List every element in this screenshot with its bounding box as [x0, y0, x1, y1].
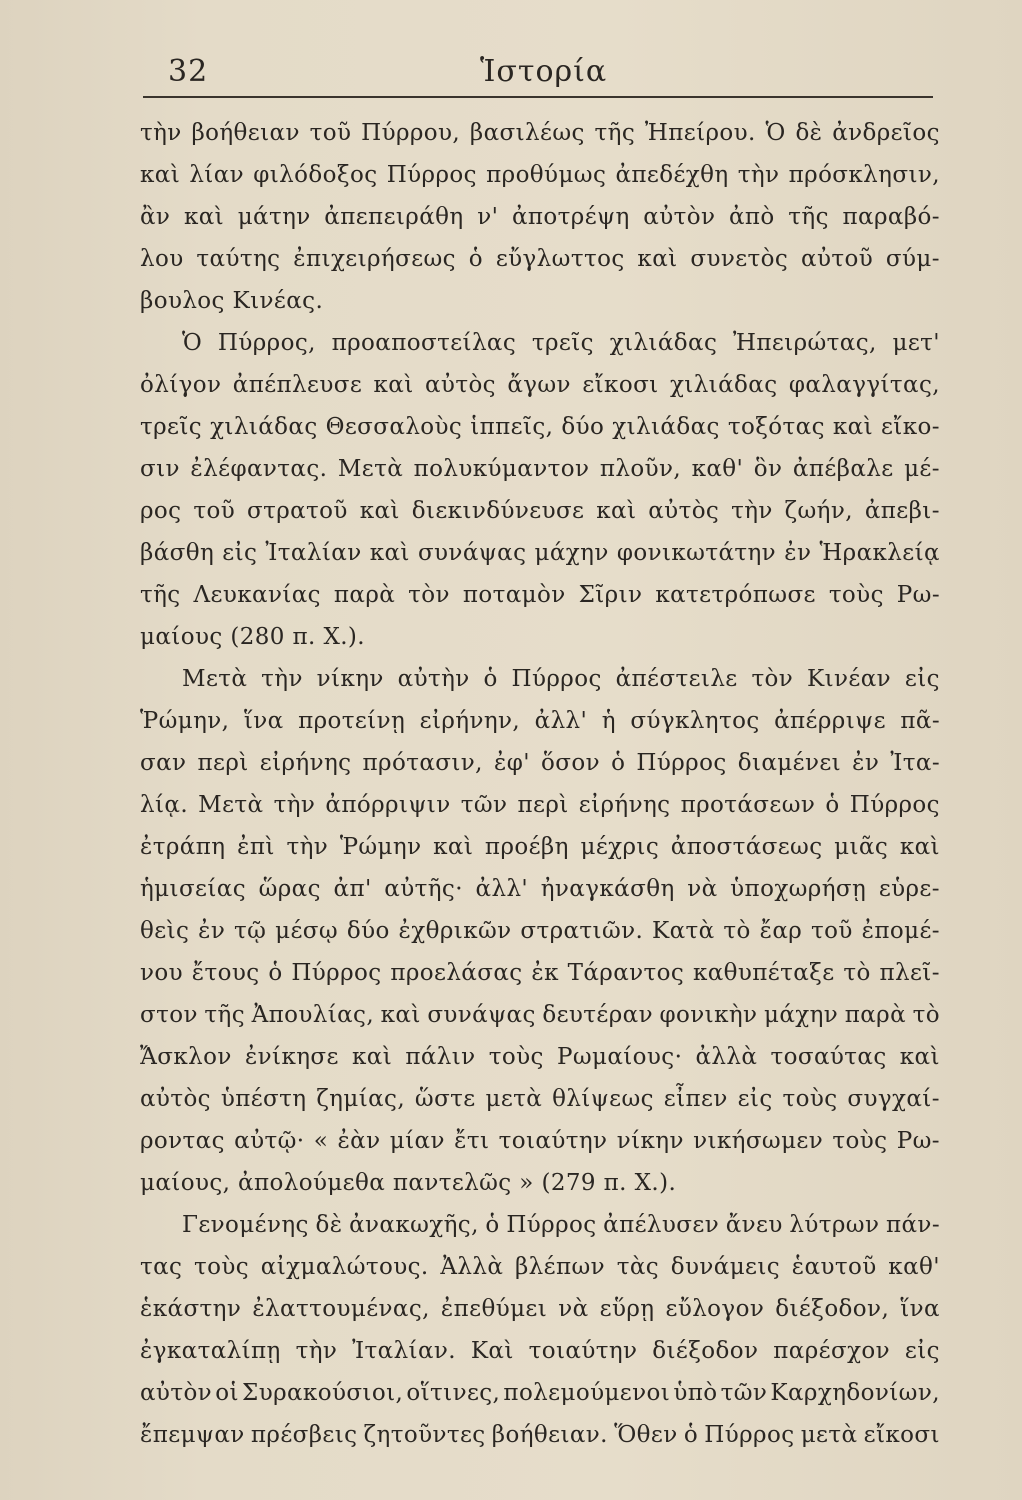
- text-line: λίᾳ. Μετὰ τὴν ἀπόρριψιν τῶν περὶ εἰρήνης προτάσεων ὁ Πύρρος: [140, 792, 940, 818]
- running-title: Ἱστορία: [480, 54, 608, 89]
- page-number: 32: [168, 54, 209, 89]
- text-line: στον τῆς Ἀπουλίας, καὶ συνάψας δευτέραν φονικὴν μάχην παρὰ τὸ: [140, 1002, 940, 1028]
- text-line: Ῥώμην, ἵνα προτείνῃ εἰρήνην, ἀλλ' ἡ σύγκλητος ἀπέρριψε πᾶ-: [140, 708, 940, 734]
- text-line: ἂν καὶ μάτην ἀπεπειράθη ν' ἀποτρέψη αὐτὸν ἀπὸ τῆς παραβό-: [140, 204, 940, 230]
- text-line: σαν περὶ εἰρήνης πρότασιν, ἐφ' ὅσον ὁ Πύρρος διαμένει ἐν Ἰτα-: [140, 750, 940, 776]
- text-line: τας τοὺς αἰχμαλώτους. Ἀλλὰ βλέπων τὰς δυνάμεις ἑαυτοῦ καθ': [140, 1254, 940, 1280]
- text-line: νου ἔτους ὁ Πύρρος προελάσας ἐκ Τάραντος καθυπέταξε τὸ πλεῖ-: [140, 960, 940, 986]
- text-line: ὀλίγον ἀπέπλευσε καὶ αὐτὸς ἄγων εἴκοσι χιλιάδας φαλαγγίτας,: [140, 372, 940, 398]
- text-line: λου ταύτης ἐπιχειρήσεως ὁ εὔγλωττος καὶ συνετὸς αὐτοῦ σύμ-: [140, 246, 940, 272]
- text-line: βουλος Κινέας.: [140, 288, 324, 314]
- text-line: τρεῖς χιλιάδας Θεσσαλοὺς ἱππεῖς, δύο χιλιάδας τοξότας καὶ εἴκο-: [140, 414, 940, 440]
- text-line: ροντας αὐτῷ· « ἐὰν μίαν ἔτι τοιαύτην νίκην νικήσωμεν τοὺς Ρω-: [140, 1128, 940, 1154]
- text-line: αὐτὸς ὑπέστη ζημίας, ὥστε μετὰ θλίψεως εἶπεν εἰς τοὺς συγχαί-: [140, 1086, 940, 1112]
- text-line: τὴν βοήθειαν τοῦ Πύρρου, βασιλέως τῆς Ἠπείρου. Ὁ δὲ ἀνδρεῖος: [140, 120, 940, 146]
- paragraph-start-line: Ὁ Πύρρος, προαποστείλας τρεῖς χιλιάδας Ἠπειρώτας, μετ': [182, 330, 940, 356]
- text-line: τῆς Λευκανίας παρὰ τὸν ποταμὸν Σῖριν κατετρόπωσε τοὺς Ρω-: [140, 582, 940, 608]
- text-line: αὐτὸν οἱ Συρακούσιοι, οἵτινες, πολεμούμενοι ὑπὸ τῶν Καρχηδονίων,: [140, 1380, 940, 1406]
- text-line: ἡμισείας ὥρας ἀπ' αὐτῆς· ἀλλ' ἠναγκάσθη νὰ ὑποχωρήσῃ εὑρε-: [140, 876, 940, 902]
- page-header: [140, 48, 932, 96]
- text-line: μαίους (280 π. Χ.).: [140, 624, 366, 650]
- text-line: σιν ἐλέφαντας. Μετὰ πολυκύμαντον πλοῦν, καθ' ὃν ἀπέβαλε μέ-: [140, 456, 940, 482]
- text-line: ρος τοῦ στρατοῦ καὶ διεκινδύνευσε καὶ αὐτὸς τὴν ζωήν, ἀπεβι-: [140, 498, 940, 524]
- text-line: ἐτράπη ἐπὶ τὴν Ῥώμην καὶ προέβη μέχρις ἀποστάσεως μιᾶς καὶ: [140, 834, 940, 860]
- text-line: ἔπεμψαν πρέσβεις ζητοῦντες βοήθειαν. Ὅθεν ὁ Πύρρος μετὰ εἴκοσι: [140, 1422, 940, 1448]
- text-line: θεὶς ἐν τῷ μέσῳ δύο ἐχθρικῶν στρατιῶν. Κατὰ τὸ ἔαρ τοῦ ἐπομέ-: [140, 918, 940, 944]
- text-line: Ἄσκλον ἐνίκησε καὶ πάλιν τοὺς Ρωμαίους· ἀλλὰ τοσαύτας καὶ: [140, 1044, 940, 1070]
- paragraph-start-line: Γενομένης δὲ ἀνακωχῆς, ὁ Πύρρος ἀπέλυσεν ἄνευ λύτρων πάν-: [182, 1212, 940, 1238]
- text-line: ἐγκαταλίπῃ τὴν Ἰταλίαν. Καὶ τοιαύτην διέξοδον παρέσχον εἰς: [140, 1338, 940, 1364]
- paragraph-start-line: Μετὰ τὴν νίκην αὐτὴν ὁ Πύρρος ἀπέστειλε τὸν Κινέαν εἰς: [182, 666, 940, 692]
- text-line: καὶ λίαν φιλόδοξος Πύρρος προθύμως ἀπεδέχθη τὴν πρόσκλησιν,: [140, 162, 940, 188]
- body-text: [140, 112, 940, 1456]
- header-rule: [143, 96, 933, 98]
- text-line: βάσθη εἰς Ἰταλίαν καὶ συνάψας μάχην φονικωτάτην ἐν Ἡρακλείᾳ: [140, 540, 940, 566]
- text-line: ἑκάστην ἐλαττουμένας, ἐπεθύμει νὰ εὕρῃ εὔλογον διέξοδον, ἵνα: [140, 1296, 940, 1322]
- text-line: μαίους, ἀπολούμεθα παντελῶς » (279 π. Χ.).: [140, 1170, 677, 1196]
